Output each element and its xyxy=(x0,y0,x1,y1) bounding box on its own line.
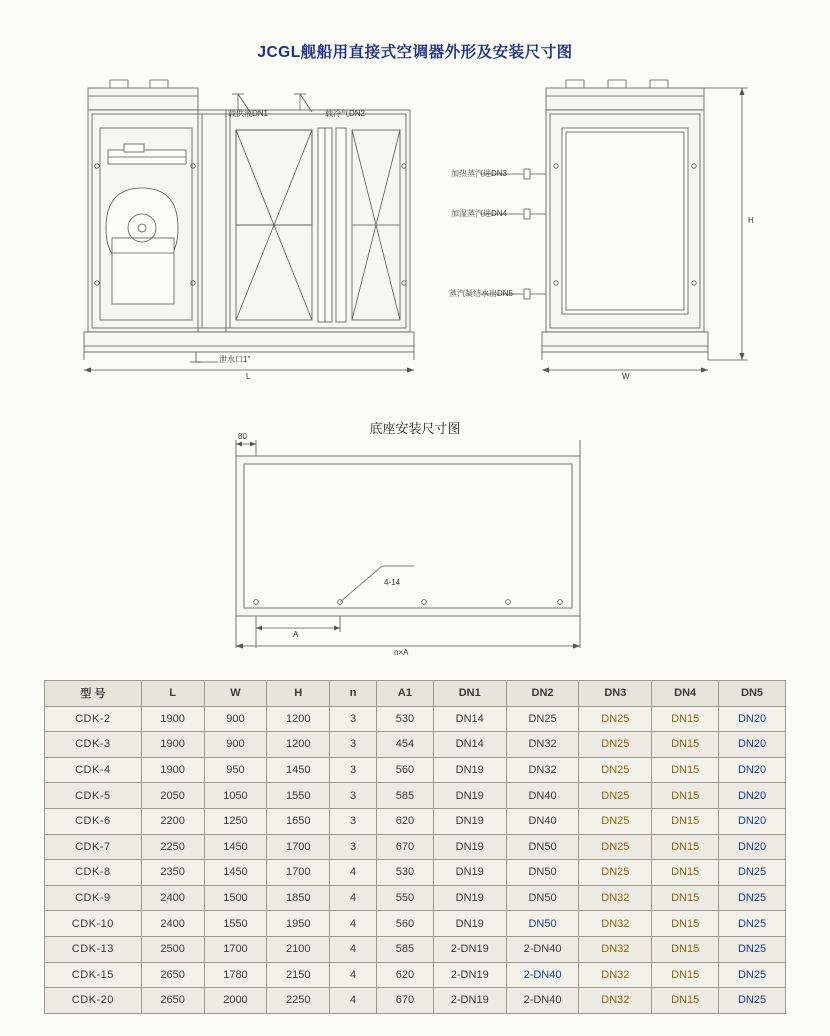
cell-dn3: DN25 xyxy=(579,834,652,860)
cell-l: 1900 xyxy=(141,757,204,783)
cell-w: 900 xyxy=(204,732,267,758)
cell-dn2: DN25 xyxy=(506,706,579,732)
dimension-H: H xyxy=(748,216,754,225)
cell-dn5: DN20 xyxy=(719,757,786,783)
callout-drain: 泄水口1" xyxy=(219,355,251,364)
th-model: 型 号 xyxy=(45,681,142,707)
table-row xyxy=(45,834,786,860)
cell-dn3: DN32 xyxy=(579,911,652,937)
cell-dn1: DN19 xyxy=(433,860,506,886)
callout-dn2: 载冷气DN2 xyxy=(325,109,366,118)
cell-l: 2650 xyxy=(141,988,204,1014)
table-row xyxy=(45,706,786,732)
cell-n: 3 xyxy=(330,834,377,860)
cell-w: 900 xyxy=(204,706,267,732)
cell-dn4: DN15 xyxy=(652,732,719,758)
cell-dn1: DN14 xyxy=(433,706,506,732)
cell-dn3: DN25 xyxy=(579,757,652,783)
base-svg xyxy=(0,432,830,672)
cell-dn5: DN25 xyxy=(719,860,786,886)
cell-l: 2200 xyxy=(141,808,204,834)
cell-n: 3 xyxy=(330,757,377,783)
cell-a1: 560 xyxy=(377,911,434,937)
cell-a1: 585 xyxy=(377,783,434,809)
table-row xyxy=(45,808,786,834)
cell-w: 1780 xyxy=(204,962,267,988)
cell-model: CDK-7 xyxy=(45,834,142,860)
cell-model: CDK-3 xyxy=(45,732,142,758)
cell-dn3: DN25 xyxy=(579,808,652,834)
cell-w: 1450 xyxy=(204,860,267,886)
cell-h: 1550 xyxy=(267,783,330,809)
table-row xyxy=(45,732,786,758)
callout-dn3: 加热蒸汽进DN3 xyxy=(451,169,508,178)
cell-dn5: DN20 xyxy=(719,732,786,758)
cell-model: CDK-8 xyxy=(45,860,142,886)
assembly-svg xyxy=(0,78,830,398)
cell-dn2: DN40 xyxy=(506,808,579,834)
cell-a1: 530 xyxy=(377,860,434,886)
cell-dn3: DN32 xyxy=(579,988,652,1014)
th-dn1: DN1 xyxy=(433,681,506,707)
cell-n: 3 xyxy=(330,783,377,809)
cell-dn5: DN20 xyxy=(719,834,786,860)
cell-dn1: DN14 xyxy=(433,732,506,758)
cell-w: 1500 xyxy=(204,885,267,911)
table-row xyxy=(45,860,786,886)
cell-dn4: DN15 xyxy=(652,962,719,988)
cell-a1: 585 xyxy=(377,936,434,962)
cell-model: CDK-13 xyxy=(45,936,142,962)
table-body xyxy=(45,706,786,1013)
cell-model: CDK-2 xyxy=(45,706,142,732)
dimension-L: L xyxy=(246,372,251,381)
cell-a1: 620 xyxy=(377,962,434,988)
cell-w: 1050 xyxy=(204,783,267,809)
cell-n: 3 xyxy=(330,732,377,758)
cell-a1: 530 xyxy=(377,706,434,732)
callout-dn1: 载供液DN1 xyxy=(228,109,269,118)
th-dn5: DN5 xyxy=(719,681,786,707)
cell-model: CDK-6 xyxy=(45,808,142,834)
cell-model: CDK-20 xyxy=(45,988,142,1014)
cell-h: 2150 xyxy=(267,962,330,988)
cell-dn5: DN25 xyxy=(719,911,786,937)
cell-dn3: DN25 xyxy=(579,860,652,886)
cell-l: 2250 xyxy=(141,834,204,860)
table-row xyxy=(45,962,786,988)
th-a1: A1 xyxy=(377,681,434,707)
spec-table-wrap xyxy=(44,680,786,1014)
cell-a1: 620 xyxy=(377,808,434,834)
cell-l: 1900 xyxy=(141,706,204,732)
cell-dn1: 2-DN19 xyxy=(433,988,506,1014)
cell-dn2: DN50 xyxy=(506,834,579,860)
table-header-row xyxy=(45,681,786,707)
cell-dn1: DN19 xyxy=(433,885,506,911)
cell-dn2: DN32 xyxy=(506,732,579,758)
cell-dn2: 2-DN40 xyxy=(506,988,579,1014)
cell-dn4: DN15 xyxy=(652,783,719,809)
cell-dn3: DN25 xyxy=(579,783,652,809)
cell-h: 1200 xyxy=(267,706,330,732)
cell-dn1: 2-DN19 xyxy=(433,936,506,962)
cell-dn4: DN15 xyxy=(652,860,719,886)
cell-model: CDK-5 xyxy=(45,783,142,809)
table-row xyxy=(45,988,786,1014)
cell-w: 950 xyxy=(204,757,267,783)
cell-h: 1200 xyxy=(267,732,330,758)
cell-a1: 454 xyxy=(377,732,434,758)
cell-dn5: DN25 xyxy=(719,988,786,1014)
th-l: L xyxy=(141,681,204,707)
cell-dn1: DN19 xyxy=(433,808,506,834)
cell-l: 2500 xyxy=(141,936,204,962)
cell-w: 1450 xyxy=(204,834,267,860)
cell-l: 2400 xyxy=(141,885,204,911)
cell-dn3: DN25 xyxy=(579,706,652,732)
cell-model: CDK-10 xyxy=(45,911,142,937)
cell-l: 2350 xyxy=(141,860,204,886)
cell-dn2: DN50 xyxy=(506,911,579,937)
cell-dn4: DN15 xyxy=(652,706,719,732)
cell-l: 2400 xyxy=(141,911,204,937)
cell-dn1: 2-DN19 xyxy=(433,962,506,988)
base-installation-drawing xyxy=(0,432,830,672)
th-h: H xyxy=(267,681,330,707)
dimension-W: W xyxy=(622,372,630,381)
cell-dn2: DN40 xyxy=(506,783,579,809)
base-hole-callout: 4-14 xyxy=(384,578,401,587)
cell-n: 3 xyxy=(330,706,377,732)
cell-dn5: DN25 xyxy=(719,885,786,911)
cell-model: CDK-9 xyxy=(45,885,142,911)
base-dim-A: A xyxy=(293,630,299,639)
cell-w: 1550 xyxy=(204,911,267,937)
cell-dn4: DN15 xyxy=(652,834,719,860)
page-title: JCGL舰船用直接式空调器外形及安装尺寸图 xyxy=(257,44,573,61)
callout-dn4: 加湿蒸汽进DN4 xyxy=(451,209,508,218)
spec-table xyxy=(44,680,786,1014)
th-dn2: DN2 xyxy=(506,681,579,707)
table-row xyxy=(45,885,786,911)
cell-w: 1250 xyxy=(204,808,267,834)
cell-dn4: DN15 xyxy=(652,757,719,783)
cell-w: 1700 xyxy=(204,936,267,962)
cell-dn4: DN15 xyxy=(652,936,719,962)
cell-n: 4 xyxy=(330,860,377,886)
table-row xyxy=(45,757,786,783)
cell-a1: 670 xyxy=(377,834,434,860)
cell-dn5: DN20 xyxy=(719,783,786,809)
cell-n: 4 xyxy=(330,962,377,988)
cell-h: 1650 xyxy=(267,808,330,834)
cell-l: 2050 xyxy=(141,783,204,809)
table-row xyxy=(45,936,786,962)
cell-n: 4 xyxy=(330,911,377,937)
th-dn3: DN3 xyxy=(579,681,652,707)
cell-dn5: DN25 xyxy=(719,936,786,962)
cell-h: 1700 xyxy=(267,860,330,886)
cell-h: 2100 xyxy=(267,936,330,962)
cell-dn1: DN19 xyxy=(433,783,506,809)
cell-dn4: DN15 xyxy=(652,988,719,1014)
table-row xyxy=(45,783,786,809)
cell-dn5: DN20 xyxy=(719,706,786,732)
th-w: W xyxy=(204,681,267,707)
cell-h: 1850 xyxy=(267,885,330,911)
cell-dn5: DN25 xyxy=(719,962,786,988)
cell-a1: 560 xyxy=(377,757,434,783)
cell-h: 1950 xyxy=(267,911,330,937)
main-assembly-drawing xyxy=(0,78,830,398)
base-dim-nxA: n×A xyxy=(394,648,409,657)
table-row xyxy=(45,911,786,937)
cell-dn3: DN32 xyxy=(579,962,652,988)
cell-dn3: DN32 xyxy=(579,885,652,911)
cell-model: CDK-15 xyxy=(45,962,142,988)
th-n: n xyxy=(330,681,377,707)
cell-h: 1700 xyxy=(267,834,330,860)
cell-h: 2250 xyxy=(267,988,330,1014)
base-dim-80: 80 xyxy=(238,432,247,441)
base-drawing-title: 底座安装尺寸图 xyxy=(369,421,461,436)
cell-h: 1450 xyxy=(267,757,330,783)
cell-dn4: DN15 xyxy=(652,885,719,911)
cell-a1: 670 xyxy=(377,988,434,1014)
callout-dn5: 蒸汽凝结水出DN5 xyxy=(449,289,514,298)
cell-model: CDK-4 xyxy=(45,757,142,783)
cell-n: 4 xyxy=(330,988,377,1014)
cell-dn2: 2-DN40 xyxy=(506,962,579,988)
cell-dn4: DN15 xyxy=(652,808,719,834)
cell-a1: 550 xyxy=(377,885,434,911)
cell-dn3: DN32 xyxy=(579,936,652,962)
cell-l: 1900 xyxy=(141,732,204,758)
th-dn4: DN4 xyxy=(652,681,719,707)
cell-n: 4 xyxy=(330,885,377,911)
cell-dn3: DN25 xyxy=(579,732,652,758)
cell-dn4: DN15 xyxy=(652,911,719,937)
cell-dn2: 2-DN40 xyxy=(506,936,579,962)
cell-dn5: DN20 xyxy=(719,808,786,834)
cell-l: 2650 xyxy=(141,962,204,988)
cell-n: 3 xyxy=(330,808,377,834)
cell-w: 2000 xyxy=(204,988,267,1014)
cell-dn1: DN19 xyxy=(433,834,506,860)
cell-dn1: DN19 xyxy=(433,911,506,937)
cell-n: 4 xyxy=(330,936,377,962)
cell-dn2: DN50 xyxy=(506,860,579,886)
cell-dn2: DN32 xyxy=(506,757,579,783)
cell-dn1: DN19 xyxy=(433,757,506,783)
cell-dn2: DN50 xyxy=(506,885,579,911)
